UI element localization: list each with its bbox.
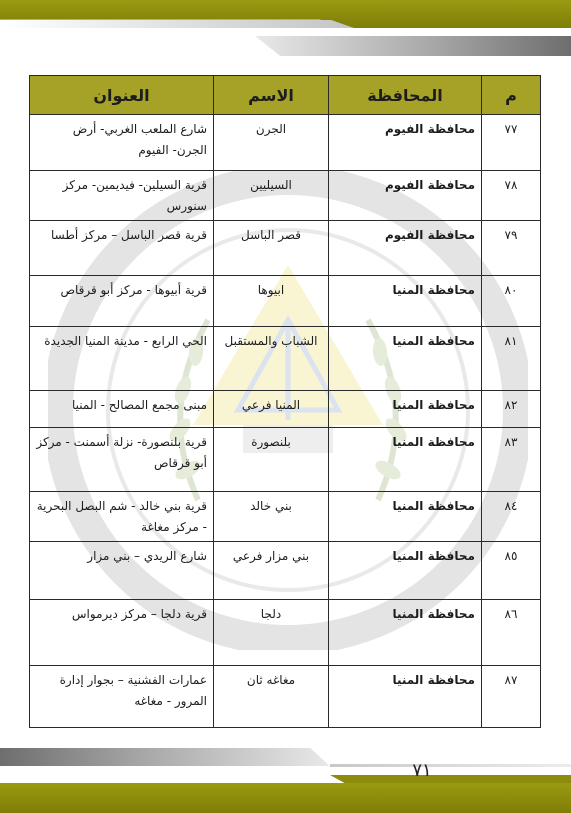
table-row [30,327,541,391]
cell-name: بني مزار فرعي [214,542,329,600]
cell-name: بني خالد [214,492,329,542]
header-name: الاسم [214,76,329,115]
cell-name: السيليين [214,171,329,221]
cell-address: قرية السيلين- فيديمين- مركز سنورس [30,171,214,221]
cell-num: ٨٣ [482,428,541,492]
table-row [30,542,541,600]
cell-address: قرية بني خالد - شم البصل البحرية - مركز مغاغة [30,492,214,542]
table-row [30,115,541,171]
table-header-row [30,76,541,115]
header-governorate: المحافظة [329,76,482,115]
page-number: ٧١ [412,760,432,781]
table-row [30,600,541,666]
table-row [30,276,541,327]
cell-name: دلجا [214,600,329,666]
cell-address: عمارات الفشنية – بجوار إدارة المرور - مغاغه [30,666,214,728]
cell-num: ٧٧ [482,115,541,171]
cell-name: قصر الباسل [214,221,329,276]
cell-num: ٨٠ [482,276,541,327]
footer-olive-notch [330,775,571,783]
table-row [30,221,541,276]
cell-name: المنيا فرعي [214,391,329,428]
footer-thin-line [330,764,571,767]
cell-address: شارع الريدي – بني مزار [30,542,214,600]
header-grey-band [255,36,571,56]
cell-num: ٧٨ [482,171,541,221]
cell-num: ٨٤ [482,492,541,542]
addresses-table [29,75,541,728]
cell-name: مغاغه ثان [214,666,329,728]
table-row [30,391,541,428]
cell-name: الشباب والمستقبل [214,327,329,391]
cell-address: شارع الملعب الغربي- أرض الجرن- الفيوم [30,115,214,171]
cell-governorate: محافظة المنيا [329,428,482,492]
cell-governorate: محافظة الفيوم [329,171,482,221]
cell-address: قرية دلجا – مركز ديرمواس [30,600,214,666]
cell-address: قرية أبيوها - مركز أبو قرقاص [30,276,214,327]
cell-address: قرية بلنصورة- نزلة أسمنت - مركز أبو قرقاص [30,428,214,492]
cell-name: بلنصورة [214,428,329,492]
cell-address: الحي الرابع - مدينة المنيا الجديدة [30,327,214,391]
cell-governorate: محافظة المنيا [329,391,482,428]
cell-num: ٧٩ [482,221,541,276]
cell-num: ٨٦ [482,600,541,666]
cell-governorate: محافظة الفيوم [329,221,482,276]
footer-grey-band [0,748,330,766]
cell-address: مبنى مجمع المصالح - المنيا [30,391,214,428]
header-num: م [482,76,541,115]
cell-governorate: محافظة المنيا [329,492,482,542]
cell-governorate: محافظة المنيا [329,666,482,728]
cell-num: ٨٢ [482,391,541,428]
cell-name: الجرن [214,115,329,171]
cell-num: ٨٥ [482,542,541,600]
cell-governorate: محافظة المنيا [329,600,482,666]
header-address: العنوان [30,76,214,115]
cell-address: قرية قصر الباسل – مركز أطسا [30,221,214,276]
table-row [30,666,541,728]
cell-num: ٨٧ [482,666,541,728]
cell-governorate: محافظة المنيا [329,542,482,600]
footer-olive-band [0,783,571,813]
table-row [30,428,541,492]
cell-governorate: محافظة الفيوم [329,115,482,171]
table-row [30,492,541,542]
cell-governorate: محافظة المنيا [329,327,482,391]
cell-name: ابيوها [214,276,329,327]
cell-num: ٨١ [482,327,541,391]
cell-governorate: محافظة المنيا [329,276,482,327]
table-row [30,171,541,221]
